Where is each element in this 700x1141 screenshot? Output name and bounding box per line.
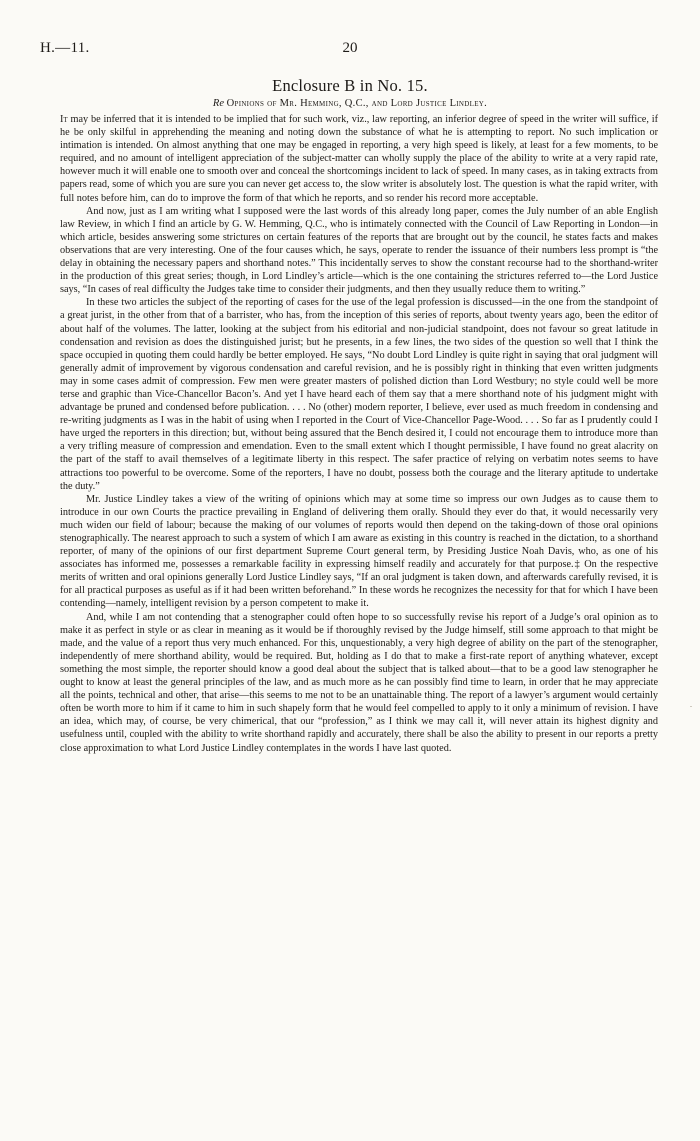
page-edge-mark — [690, 706, 692, 707]
paragraph-1-text: may be inferred that it is intended to be implied that for such work, viz., law reporting, an inferior degree of speed in the writer will suffice, if he be only skilful in apprehending the meaning and noting down the substance of what he is attempting to report. No such implication or intimation is intended. On almost anything that one may be engaged in reporting, a very high speed is likely, at least for a few moments, to be required, and no amount of intelligent appreciation of the subject-matter can wholly supply the place of the ability to write at a very rapid rate, however much it will enable one to smooth over and conceal the shortcomings incident to lack of speed. In many cases, as in taking extracts from papers read, some of which you are sure you can never get access to, the slow writer is absolutely lost. The question is what the rapid writer, with full notes before him, can do to improve the form of that which he reports, and so render his record more acceptable. — [60, 114, 658, 204]
document-reference: H.—11. — [40, 40, 90, 56]
paragraph-3: In these two articles the subject of the reporting of cases for the use of the legal profession is discussed—in the one from the standpoint of a great jurist, in the other from that of a barrister, who has, from the inception of this series of reports, about twenty years ago, been the editor of about half of the volumes. The latter, looking at the subject from his editorial and non-judicial standpoint, does not favour so great latitude in condensation and revision as does the distinguished jurist; but he presents, in a few lines, the two sides of the question so well that I think the space occupied in quoting them could hardly be better employed. He says, “No doubt Lord Lindley is quite right in saying that oral judgment will generally admit of improvement by vigorous condensation and careful revision, and he is possibly right in thinking that even written judgments may in some cases admit of compression. Few men were greater masters of polished diction than Lord Westbury; no style could well be more terse and graphic than Vice-Chancellor Bacon’s. And yet I have heard each of them say that a mere shorthand note of his judgment might with advantage be pruned and condensed before publication. . . . No (other) modern reporter, I believe, ever used as much freedom in condensing and re-writing judgments as I was in the habit of using when I reported in the Court of Vice-Chancellor Page-Wood. . . . So far as I prudently could I have urged the reporters in this direction; but, without being assured that the Bench desired it, I could not encourage them to introduce more than a very trifling measure of compression and emendation. Even to the small extent which I thought permissible, I have found no great alacrity on the part of the staff to avail themselves of a legitimate liberty in this respect. The safer practice of relying on verbatim notes seems to have attractions too powerful to be overcome. Some of the reporters, I have no doubt, possess both the courage and the literary aptitude to undertake the duty.” — [60, 297, 658, 492]
paragraph-5: And, while I am not contending that a stenographer could often hope to so successfully revise his report of a Judge’s oral opinion as to make it as perfect in style or as clear in meaning as it would be if thoroughly revised by the Judge himself, still some approach to that might be made, and the value of a report thus very much enhanced. For this, unquestionably, a very high degree of ability on the part of the stenographer, independently of mere shorthand ability, would be required. But, holding as I do that to make a first-rate report of anything whatever, except something the most simple, the reporter should know a good deal about the subject that is talked about—that to be a good law stenographer he ought to know at least the general principles of the law, and as much more as he can possibly find time to learn, in order that he may appreciate all the points, technical and other, that arise—this seems to me not to be an unattainable thing. The report of a lawyer’s argument would certainly often be worth more to him if it came to him in such shapely form that he would feel compelled to apply to it only a minimum of revision. I have an idea, which may, of course, be very chimerical, that our “profession,” as I think we may call it, will never attain its highest dignity and usefulness until, coupled with the ability to write shorthand rapidly and accurately, there shall be also the ability to present in our reports a pretty close approximation to what Lord Justice Lindley contemplates in the words I have last quoted. — [60, 611, 658, 754]
paragraph-1-lead: It — [60, 114, 68, 125]
body-text — [60, 113, 658, 755]
paragraph-2: And now, just as I am writing what I supposed were the last words of this already long paper, comes the July number of an able English law Review, in which I find an article by G. W. Hemming, Q.C., who is intimately connected with the Council of Law Reporting in London—in which article, besides answering some strictures on certain features of the reports that are brought out by the council, he states facts and makes observations that are very interesting. One of the four causes which, he says, operate to render the issuance of their numbers less prompt is “the delay in obtaining the necessary papers and shorthand notes.” This incidentally serves to show the constant recourse had to the shorthand-writer in the production of this great series; though, in Lord Lindley’s article—which is the one containing the strictures referred to—the Lord Justice says, “In cases of real difficulty the Judges take time to consider their judgments, and then they usually reduce them to writing.” — [60, 205, 658, 296]
enclosure-subtitle — [0, 98, 700, 109]
paragraph-4: Mr. Justice Lindley takes a view of the writing of opinions which may at some time so impress our own Judges as to cause them to introduce in our own Courts the practice prevailing in England of delivering them orally. Should they ever do that, it would necessarily very much widen our field of labour; because the making of our volumes of reports would then depend on the taking-down of those oral opinions stenographically. The nearest approach to such a system of which I am aware as existing in this country is reached in the dictation, to a shorthand reporter, of many of the opinions of our first department Supreme Court general term, by Presiding Justice Noah Davis, who, as one of his associates has informed me, possesses a remarkable facility in expressing himself readily and accurately for that purpose.‡ On the respective merits of written and oral opinions generally Lord Justice Lindley says, “If an oral judgment is taken down, and afterwards carefully revised, it is for all practical purposes as useful as if it had been written beforehand.” In these words he recognizes the necessity for that for which I have been contending—namely, intelligent revision by a person competent to make it. — [60, 493, 658, 610]
paragraph-1 — [60, 113, 658, 205]
subtitle-text: Opinions of Mr. Hemming, Q.C., and Lord Justice Lindley. — [226, 98, 488, 109]
enclosure-title: Enclosure B in No. 15. — [272, 76, 428, 95]
page-number: 20 — [342, 40, 358, 56]
subtitle-re: Re — [212, 98, 224, 109]
